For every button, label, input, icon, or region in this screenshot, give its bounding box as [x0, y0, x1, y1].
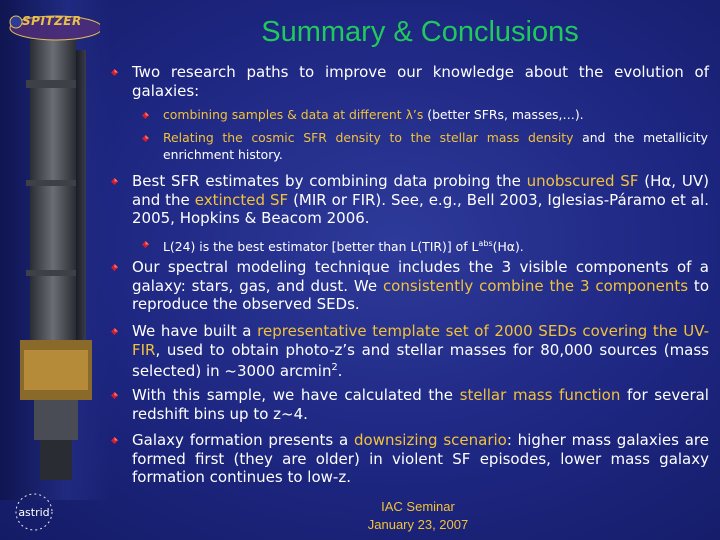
bullet-icon	[141, 134, 150, 143]
text-segment: (Hα).	[492, 239, 524, 255]
superscript-text: abs	[478, 239, 493, 248]
slide-title: Summary & Conclusions	[261, 16, 579, 48]
telescope-panel	[0, 0, 112, 500]
text-segment: With this sample, we have calculated the	[132, 386, 460, 404]
astrid-logo	[6, 490, 74, 534]
text-segment: Two research paths to improve our knowledge about the evolution of galaxies:	[132, 63, 709, 100]
bullet-icon	[110, 177, 119, 186]
bullet-text	[132, 386, 709, 423]
bullet-icon	[110, 327, 119, 336]
highlight-text: unobscured SF	[526, 172, 639, 190]
bullet-text	[163, 236, 708, 256]
bullet-text	[132, 431, 709, 487]
highlight-text: representative template set of 2000 SEDs covering the UV-FIR	[132, 322, 709, 359]
text-segment: Galaxy formation presents a	[132, 431, 355, 449]
spitzer-telescope-image	[10, 40, 102, 480]
bullet-text	[132, 322, 709, 381]
text-segment: for several redshift bins up to z~4.	[132, 386, 709, 423]
highlight-text: combining samples & data at different λ’s	[163, 107, 424, 122]
text-segment: and the metallicity enrichment history.	[163, 130, 708, 162]
text-segment: , used to obtain photo-z’s and stellar masses for 80,000 sources (mass selected) in ~3000 arcmin	[132, 340, 709, 380]
bullet-text	[132, 63, 709, 100]
bullet-icon	[110, 68, 119, 77]
highlight-text: extincted SF	[194, 190, 289, 209]
highlight-text: stellar mass function	[459, 386, 621, 404]
text-segment: to reproduce the observed SEDs.	[132, 276, 709, 313]
text-segment: (Hα, UV) and the	[132, 172, 709, 209]
text-segment: (better SFRs, masses,…).	[423, 107, 584, 122]
spitzer-logo-text: SPITZER	[22, 14, 82, 28]
bullet-text	[132, 172, 709, 228]
superscript-text: 2	[331, 362, 338, 373]
highlight-text: Relating the cosmic SFR density to the stellar mass density	[163, 130, 574, 145]
footer-seminar: IAC Seminar	[381, 499, 455, 514]
footer	[318, 498, 518, 534]
bullet-icon	[141, 240, 150, 249]
text-segment: Our spectral modeling technique includes the 3 visible components of a galaxy: stars, gas, and dust. We	[132, 258, 709, 295]
bullet-text	[163, 130, 708, 163]
highlight-text: downsizing scenario	[354, 431, 507, 449]
text-segment: .	[337, 362, 343, 380]
text-segment: L(24) is the best estimator [better than L(TIR)] of L	[163, 239, 479, 255]
bullet-icon	[110, 391, 119, 400]
footer-date: January 23, 2007	[367, 517, 469, 532]
bullet-text	[132, 258, 709, 314]
text-segment: We have built a	[132, 322, 258, 340]
text-segment: Best SFR estimates by combining data probing the	[132, 172, 527, 190]
highlight-text: consistently combine the 3 components	[382, 276, 689, 295]
bullet-text	[163, 107, 708, 124]
bullet-icon	[110, 436, 119, 445]
svg-text:astrid: astrid	[18, 506, 50, 519]
bullet-icon	[110, 263, 119, 272]
bullet-icon	[141, 111, 150, 120]
text-segment: : higher mass galaxies are formed first (they are older) in violent SF episodes, lower mass galaxy formation continues to low-z.	[132, 431, 710, 486]
text-segment: (MIR or FIR). See, e.g., Bell 2003, Iglesias-Páramo et al. 2005, Hopkins & Beacom 2006.	[132, 190, 709, 227]
